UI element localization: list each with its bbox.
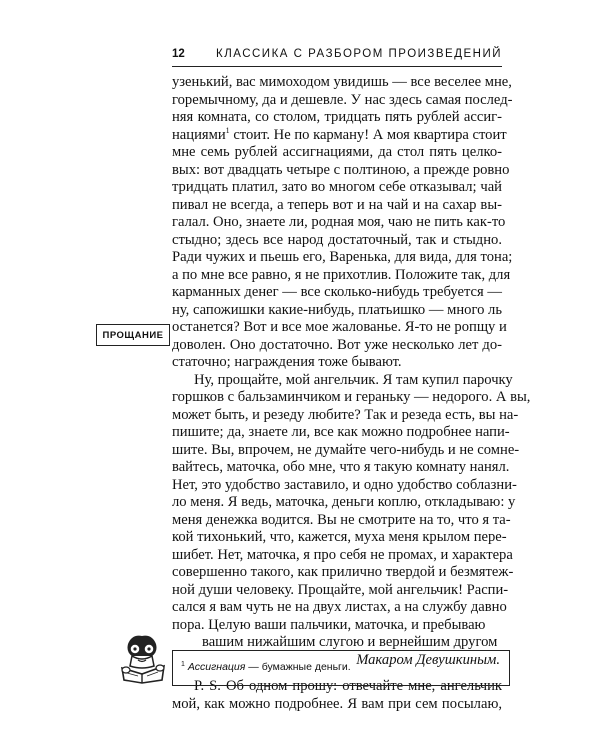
text-line: ну, сапожишки какие-нибудь, платьишко — много ль bbox=[172, 301, 502, 318]
text-line: пора. Целую ваши пальчики, маточка, и пребываю bbox=[172, 616, 486, 633]
running-header bbox=[172, 46, 502, 67]
letter-text bbox=[172, 74, 531, 713]
text-fragment: стоит. Не по карману! А моя квартира стоит bbox=[229, 126, 507, 143]
text-line: Нет, это удобство заставило, и одно удобство соблазни- bbox=[172, 476, 517, 493]
footnote-term: Ассигнация bbox=[187, 661, 246, 673]
text-line: пишите; да, знаете ли, все как можно подробнее напи- bbox=[172, 424, 510, 440]
page-number: 12 bbox=[172, 48, 185, 60]
text-line: карманных денег — все сколько-нибудь требуется — bbox=[172, 284, 502, 300]
text-line: шибет. Нет, маточка, я про себя не промах, и характера bbox=[172, 546, 513, 563]
text-line: ной души человеку. Прощайте, мой ангельчик! Распи- bbox=[172, 581, 509, 598]
footnote-definition: — бумажные деньги. bbox=[245, 661, 351, 673]
text-line: Ради чужих и пьешь его, Варенька, для вида, для тона; bbox=[172, 249, 513, 265]
text-line: статочно; награждения тоже бывают. bbox=[172, 354, 402, 370]
text-line: стыдно; здесь все народ достаточный, так и стыдно. bbox=[172, 231, 502, 248]
text-line-with-footnote bbox=[172, 125, 507, 145]
footnote-box bbox=[172, 650, 510, 686]
text-fragment: нациями bbox=[172, 126, 226, 143]
text-line: доволен. Оно достаточно. Вот уже несколько лет до- bbox=[172, 336, 502, 353]
text-line: кой тихонький, что, кажется, муха меня крылом пере- bbox=[172, 529, 507, 545]
text-line: вых: вот двадцать четыре с полтиною, а прежде ровно bbox=[172, 161, 510, 178]
text-line: меня денежка водится. Вы не смотрите на то, что я та- bbox=[172, 511, 511, 528]
text-line: галал. Оно, знаете ли, родная моя, чаю не пить как-то bbox=[172, 214, 506, 230]
text-line: пивал не всегда, а теперь вот и на чай и на сахар вы- bbox=[172, 196, 502, 213]
text-line: а по мне все равно, я не прихотлив. Положите так, для bbox=[172, 266, 511, 283]
text-line: узенький, вас мимоходом увидишь — все веселее мне, bbox=[172, 74, 512, 90]
text-line: тридцать платил, зато во многом себе отказывал; чай bbox=[172, 179, 502, 195]
text-line: совершенно такого, как прилично твердой и безмятеж- bbox=[172, 564, 514, 580]
running-title: КЛАССИКА С РАЗБОРОМ ПРОИЗВЕДЕНИЙ bbox=[216, 48, 502, 60]
margin-label-farewell: ПРОЩАНИЕ bbox=[96, 324, 170, 346]
text-line: Ну, прощайте, мой ангельчик. Я там купил парочку bbox=[194, 371, 513, 388]
footnote-mark: 1 bbox=[181, 660, 185, 668]
text-line: горемычному, да и дешевле. У нас здесь самая послед- bbox=[172, 91, 513, 108]
text-line: сался я вам чуть не на двух листах, а на службу давно bbox=[172, 599, 507, 615]
closing-line: вашим нижайшим слугою и вернейшим другом bbox=[202, 634, 498, 650]
text-line: шите. Вы, впрочем, не думайте чего-нибудь и не сомне- bbox=[172, 441, 520, 458]
text-line: мой, как можно подробнее. Я вам при сем посылаю, bbox=[172, 695, 502, 712]
text-line: P. S. Об одном прошу: отвечайте мне, ангельчик bbox=[194, 678, 502, 694]
text-line: останется? Вот и все мое жалованье. Я-то не ропщу и bbox=[172, 319, 507, 335]
text-line: ло меня. Я ведь, маточка, деньги коплю, откладываю: у bbox=[172, 494, 516, 510]
paragraph-2 bbox=[172, 371, 531, 670]
text-line: мне семь рублей ассигнациями, да стол пять целко- bbox=[172, 144, 502, 160]
signature: Макаром Девушкиным. bbox=[356, 651, 500, 668]
text-line: горшков с бальзаминчиком и гераньку — недорого. А вы, bbox=[172, 389, 531, 405]
text-line: няя комната, со столом, тридцать пять рублей ассиг- bbox=[172, 109, 502, 125]
paragraph-1 bbox=[172, 74, 513, 372]
text-line: может быть, и резеду любите? Так и резеда есть, вы на- bbox=[172, 406, 519, 423]
text-line: вайтесь, маточка, обо мне, что я такую комнату нанял. bbox=[172, 459, 510, 475]
reading-character-icon bbox=[118, 632, 168, 684]
footnote-reference: 1 bbox=[225, 125, 230, 135]
